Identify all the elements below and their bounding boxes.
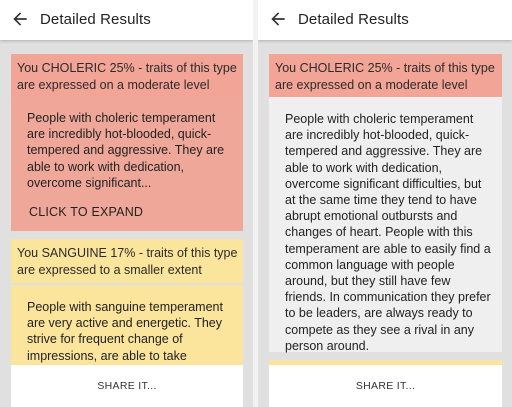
arrow-left-icon[interactable] <box>268 9 288 29</box>
sanguine-body[interactable] <box>11 285 243 365</box>
choleric-header: You CHOLERIC 25% - traits of this type are expressed on a moderate level <box>269 54 502 98</box>
page-title: Detailed Results <box>40 11 151 28</box>
choleric-header: You CHOLERIC 25% - traits of this type are expressed on a moderate level <box>11 54 243 98</box>
screen-collapsed <box>0 0 253 407</box>
arrow-left-icon[interactable] <box>10 9 30 29</box>
sanguine-body-text: People with sanguine temperament are very active and energetic. They strive for frequent change of impressions, are able to take <box>27 300 223 363</box>
results-list <box>258 40 512 407</box>
choleric-body-text: People with choleric temperament are incredibly hot-blooded, quick-tempered and aggressive. They are able to work with dedication, overcome significant difficulties, but at the same time they tend to have abrupt emotional outbursts and changes of heart. People with this temperament are able to easily find a common language with people around, but they still have few friends. In communication they prefer to be leaders, are always ready to compete as they see a rival in any person around. <box>285 112 491 353</box>
screen-expanded <box>258 0 512 407</box>
share-button[interactable]: SHARE IT... <box>11 365 243 407</box>
share-button[interactable]: SHARE IT... <box>269 365 502 407</box>
results-list <box>0 40 253 407</box>
page-title: Detailed Results <box>298 11 409 28</box>
choleric-body-text: People with choleric temperament are incredibly hot-blooded, quick-tempered and aggressive. They are able to work with dedication, overcome significant... <box>27 111 225 190</box>
app-bar <box>0 0 253 40</box>
click-to-expand-button[interactable]: CLICK TO EXPAND <box>29 205 144 219</box>
sanguine-header: You SANGUINE 17% - traits of this type are expressed to a smaller extent <box>11 239 243 283</box>
app-bar <box>258 0 512 40</box>
choleric-body-expanded[interactable] <box>269 97 502 352</box>
